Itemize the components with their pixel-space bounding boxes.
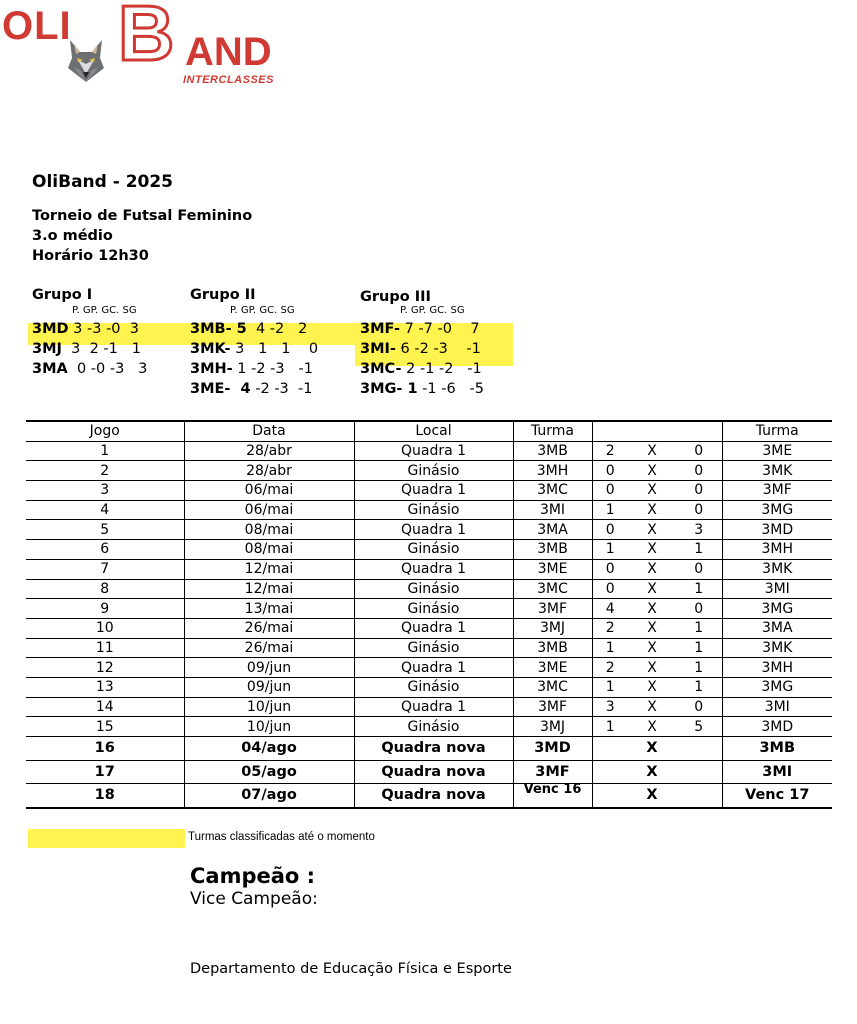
cell-score-1: 1 (592, 717, 628, 737)
cell-jogo: 10 (26, 618, 184, 638)
cell-turma-1: 3ME (513, 658, 592, 678)
header-local: Local (354, 421, 513, 441)
team-name: 3MB- 5 (190, 321, 247, 337)
cell-score-2 (676, 760, 722, 784)
team-stats: 3 2 -1 1 (61, 341, 141, 357)
table-row (26, 559, 832, 579)
cell-turma-2: 3MH (722, 658, 832, 678)
cell-local: Ginásio (354, 579, 513, 599)
cell-turma-1: 3MB (513, 540, 592, 560)
cell-data: 07/ago (184, 784, 354, 808)
cell-turma-1: 3MF (513, 760, 592, 784)
cell-data: 10/jun (184, 697, 354, 717)
header-data: Data (184, 421, 354, 441)
cell-turma-2: Venc 17 (722, 784, 832, 808)
cell-data: 08/mai (184, 520, 354, 540)
cell-turma-2: 3ME (722, 441, 832, 461)
cell-jogo: 6 (26, 540, 184, 560)
cell-score-2: 1 (676, 540, 722, 560)
table-row (26, 697, 832, 717)
cell-jogo: 4 (26, 500, 184, 520)
group-columns-header: P. GP. GC. SG (230, 305, 295, 316)
cell-vs: X (628, 677, 676, 697)
logo-text-and: AND (185, 30, 272, 74)
team-name: 3MK- (190, 341, 231, 357)
logo-subtitle: INTERCLASSES (183, 74, 274, 86)
cell-turma-2: 3MI (722, 697, 832, 717)
team-name: 3MF- (360, 321, 400, 337)
logo-text-b: B (118, 0, 175, 77)
cell-vs: X (628, 500, 676, 520)
group-2 (190, 287, 360, 399)
cell-jogo: 12 (26, 658, 184, 678)
table-row (26, 441, 832, 461)
cell-vs: X (628, 441, 676, 461)
champion-label: Campeão : (190, 864, 316, 888)
cell-vs: X (628, 461, 676, 481)
cell-turma-2: 3MG (722, 599, 832, 619)
cell-turma-1: 3MB (513, 638, 592, 658)
cell-score-1: 1 (592, 638, 628, 658)
team-stats: -2 -3 -1 (250, 381, 313, 397)
group-title: Grupo I (32, 287, 93, 303)
cell-jogo: 14 (26, 697, 184, 717)
cell-turma-2: 3MD (722, 520, 832, 540)
cell-vs: X (628, 737, 676, 761)
cell-vs: X (628, 520, 676, 540)
cell-jogo: 16 (26, 737, 184, 761)
legend-text: Turmas classificadas até o momento (188, 831, 375, 843)
cell-turma-2: 3MG (722, 500, 832, 520)
header-turma-2: Turma (722, 421, 832, 441)
document-title: OliBand - 2025 (32, 172, 174, 192)
group-title: Grupo II (190, 287, 256, 303)
logo-text-oli: OLI (2, 4, 72, 48)
team-name: 3MG- 1 (360, 381, 418, 397)
group-row (190, 319, 360, 339)
group-row (32, 339, 192, 359)
cell-score-2 (676, 784, 722, 808)
cell-score-1: 0 (592, 461, 628, 481)
cell-score-2: 1 (676, 618, 722, 638)
header-jogo: Jogo (26, 421, 184, 441)
cell-data: 06/mai (184, 500, 354, 520)
team-name: 3MA (32, 361, 68, 377)
vice-champion-label: Vice Campeão: (190, 889, 318, 909)
cell-score-1 (592, 784, 628, 808)
tournament-name: Torneio de Futsal Feminino (32, 208, 253, 224)
cell-score-1: 0 (592, 481, 628, 501)
table-row (26, 760, 832, 784)
legend-color-swatch (28, 829, 185, 848)
table-row (26, 461, 832, 481)
cell-score-2: 0 (676, 461, 722, 481)
group-title: Grupo III (360, 289, 431, 305)
cell-data: 06/mai (184, 481, 354, 501)
cell-local: Quadra 1 (354, 441, 513, 461)
cell-turma-1: 3MF (513, 599, 592, 619)
cell-local: Quadra 1 (354, 618, 513, 638)
cell-turma-2: 3MF (722, 481, 832, 501)
table-row (26, 677, 832, 697)
group-row (190, 359, 360, 379)
cell-vs: X (628, 579, 676, 599)
team-name: 3MC- (360, 361, 402, 377)
cell-score-2: 0 (676, 441, 722, 461)
team-name: 3MI- (360, 341, 396, 357)
cell-local: Quadra 1 (354, 697, 513, 717)
cell-turma-2: 3MG (722, 677, 832, 697)
cell-vs: X (628, 658, 676, 678)
cell-vs: X (628, 481, 676, 501)
cell-vs: X (628, 697, 676, 717)
cell-local: Quadra 1 (354, 658, 513, 678)
cell-turma-2: 3MK (722, 638, 832, 658)
cell-score-1: 1 (592, 540, 628, 560)
cell-data: 09/jun (184, 658, 354, 678)
team-stats: 3 1 1 0 (230, 341, 319, 357)
oliband-logo (0, 0, 310, 92)
cell-turma-2: 3MB (722, 737, 832, 761)
cell-jogo: 15 (26, 717, 184, 737)
cell-local: Ginásio (354, 461, 513, 481)
cell-data: 12/mai (184, 579, 354, 599)
team-stats: -1 -6 -5 (417, 381, 484, 397)
cell-score-2: 1 (676, 579, 722, 599)
cell-turma-2: 3MA (722, 618, 832, 638)
cell-score-1: 2 (592, 441, 628, 461)
cell-score-2: 0 (676, 599, 722, 619)
team-stats: 1 -2 -3 -1 (232, 361, 313, 377)
cell-score-2: 3 (676, 520, 722, 540)
cell-jogo: 18 (26, 784, 184, 808)
cell-local: Quadra nova (354, 737, 513, 761)
cell-turma-1: 3MD (513, 737, 592, 761)
cell-score-1: 0 (592, 579, 628, 599)
group-row (360, 379, 520, 399)
header-score-1 (592, 421, 628, 441)
cell-vs: X (628, 717, 676, 737)
cell-data: 09/jun (184, 677, 354, 697)
cell-local: Ginásio (354, 599, 513, 619)
cell-score-2: 0 (676, 697, 722, 717)
cell-jogo: 13 (26, 677, 184, 697)
cell-vs: X (628, 599, 676, 619)
cell-local: Ginásio (354, 677, 513, 697)
cell-turma-2: 3MH (722, 540, 832, 560)
cell-data: 28/abr (184, 461, 354, 481)
cell-score-1 (592, 737, 628, 761)
cell-data: 26/mai (184, 618, 354, 638)
cell-turma-1: 3MJ (513, 618, 592, 638)
cell-vs: X (628, 540, 676, 560)
cell-turma-1: 3MB (513, 441, 592, 461)
table-row (26, 540, 832, 560)
cell-jogo: 7 (26, 559, 184, 579)
team-name: 3MD (32, 321, 69, 337)
cell-local: Quadra 1 (354, 481, 513, 501)
group-columns-header: P. GP. GC. SG (400, 305, 465, 316)
cell-jogo: 1 (26, 441, 184, 461)
grade-level: 3.o médio (32, 228, 113, 244)
table-row (26, 737, 832, 761)
cell-turma-2: 3MK (722, 461, 832, 481)
cell-jogo: 9 (26, 599, 184, 619)
cell-turma-1: 3ME (513, 559, 592, 579)
cell-turma-1: 3MI (513, 500, 592, 520)
team-stats: 4 -2 2 (246, 321, 308, 337)
cell-jogo: 8 (26, 579, 184, 599)
cell-turma-2: 3MD (722, 717, 832, 737)
cell-vs: X (628, 559, 676, 579)
cell-jogo: 2 (26, 461, 184, 481)
cell-turma-2: 3MI (722, 760, 832, 784)
team-stats: 0 -0 -3 3 (67, 361, 148, 377)
cell-vs: X (628, 784, 676, 808)
cell-local: Quadra nova (354, 784, 513, 808)
cell-score-1: 2 (592, 618, 628, 638)
cell-local: Quadra 1 (354, 559, 513, 579)
table-row (26, 481, 832, 501)
cell-local: Quadra 1 (354, 520, 513, 540)
group-row (360, 319, 520, 339)
cell-score-1: 2 (592, 658, 628, 678)
cell-data: 28/abr (184, 441, 354, 461)
cell-turma-1: 3MC (513, 677, 592, 697)
cell-score-2: 1 (676, 638, 722, 658)
cell-jogo: 3 (26, 481, 184, 501)
group-row (360, 359, 520, 379)
group-row (190, 339, 360, 359)
table-row (26, 618, 832, 638)
cell-score-1: 4 (592, 599, 628, 619)
cell-turma-2: 3MI (722, 579, 832, 599)
cell-local: Ginásio (354, 540, 513, 560)
header-turma-1: Turma (513, 421, 592, 441)
cell-data: 10/jun (184, 717, 354, 737)
cell-score-1: 3 (592, 697, 628, 717)
cell-score-1: 0 (592, 559, 628, 579)
cell-turma-1: 3MH (513, 461, 592, 481)
team-stats: 6 -2 -3 -1 (395, 341, 481, 357)
table-row (26, 784, 832, 808)
cell-data: 04/ago (184, 737, 354, 761)
cell-turma-1: 3MC (513, 579, 592, 599)
cell-data: 08/mai (184, 540, 354, 560)
group-row (360, 339, 520, 359)
cell-local: Ginásio (354, 717, 513, 737)
cell-score-2: 0 (676, 500, 722, 520)
cell-data: 13/mai (184, 599, 354, 619)
cell-local: Ginásio (354, 638, 513, 658)
cell-turma-2: 3MK (722, 559, 832, 579)
cell-data: 05/ago (184, 760, 354, 784)
department-name: Departamento de Educação Física e Esporte (190, 961, 512, 977)
cell-score-2: 0 (676, 559, 722, 579)
header-score-2 (676, 421, 722, 441)
cell-turma-1: 3MF (513, 697, 592, 717)
group-row (32, 359, 192, 379)
table-header-row (26, 421, 832, 441)
cell-turma-1: 3MA (513, 520, 592, 540)
wolf-icon (66, 38, 106, 84)
cell-jogo: 11 (26, 638, 184, 658)
cell-local: Ginásio (354, 500, 513, 520)
cell-score-1: 1 (592, 677, 628, 697)
team-name: 3MJ (32, 341, 62, 357)
cell-turma-1-text: Venc 16 (523, 784, 582, 798)
header-vs (628, 421, 676, 441)
games-table (26, 420, 832, 809)
cell-score-1: 0 (592, 520, 628, 540)
cell-vs: X (628, 618, 676, 638)
cell-vs: X (628, 638, 676, 658)
cell-local: Quadra nova (354, 760, 513, 784)
cell-score-1 (592, 760, 628, 784)
cell-score-2: 5 (676, 717, 722, 737)
group-3 (360, 289, 520, 399)
team-name: 3ME- 4 (190, 381, 251, 397)
cell-vs: X (628, 760, 676, 784)
team-stats: 7 -7 -0 7 (400, 321, 480, 337)
cell-turma-1 (513, 784, 592, 808)
table-row (26, 638, 832, 658)
group-1 (32, 287, 192, 379)
table-row (26, 599, 832, 619)
cell-score-2 (676, 737, 722, 761)
cell-data: 12/mai (184, 559, 354, 579)
group-row (32, 319, 192, 339)
cell-turma-1: 3MC (513, 481, 592, 501)
table-row (26, 717, 832, 737)
group-columns-header: P. GP. GC. SG (72, 305, 137, 316)
cell-score-2: 1 (676, 677, 722, 697)
group-row (190, 379, 360, 399)
team-stats: 2 -1 -2 -1 (401, 361, 482, 377)
cell-score-2: 1 (676, 658, 722, 678)
cell-jogo: 17 (26, 760, 184, 784)
team-stats: 3 -3 -0 3 (68, 321, 139, 337)
team-name: 3MH- (190, 361, 233, 377)
cell-score-2: 0 (676, 481, 722, 501)
table-row (26, 520, 832, 540)
table-row (26, 579, 832, 599)
cell-turma-1: 3MJ (513, 717, 592, 737)
table-row (26, 500, 832, 520)
table-row (26, 658, 832, 678)
schedule-time: Horário 12h30 (32, 248, 149, 264)
cell-data: 26/mai (184, 638, 354, 658)
cell-score-1: 1 (592, 500, 628, 520)
cell-jogo: 5 (26, 520, 184, 540)
